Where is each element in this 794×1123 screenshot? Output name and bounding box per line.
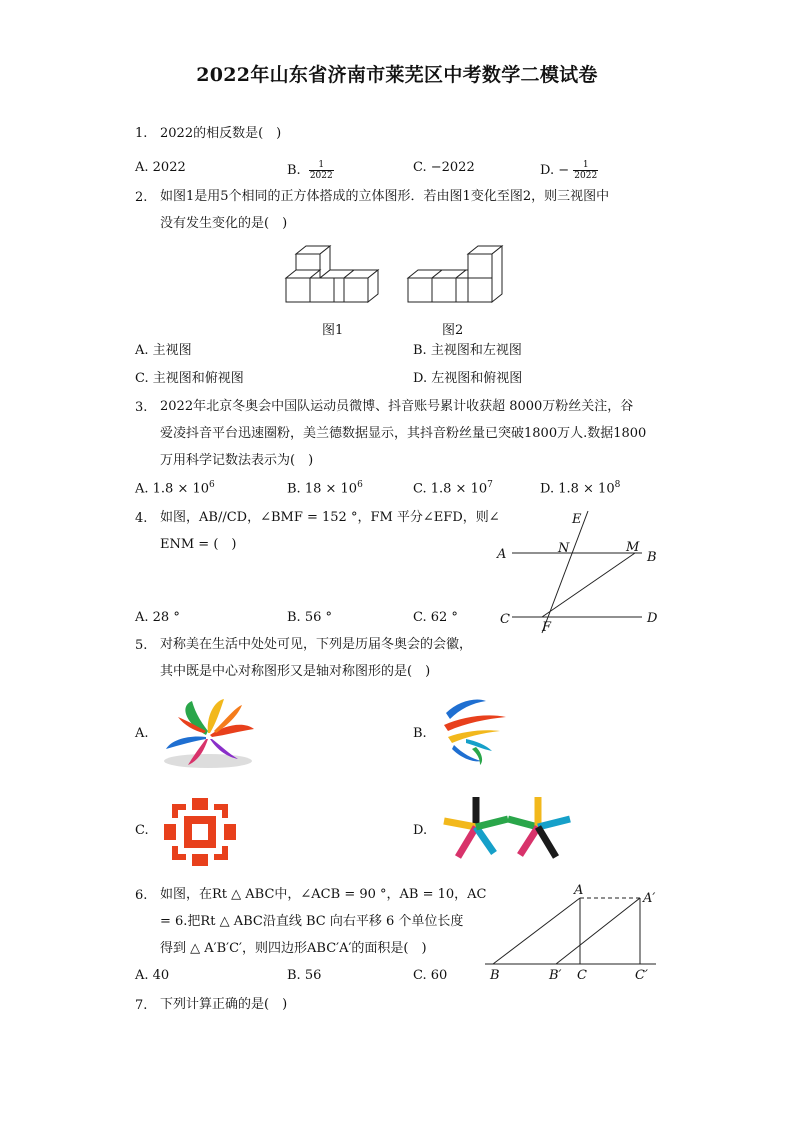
question-text: 下列计算正确的是( ) [160, 997, 288, 1012]
parallel-lines-diagram [490, 505, 670, 640]
question-text-line2: 其中既是中心对称图形又是轴对称图形的是( ) [160, 664, 431, 679]
question-text: 2022的相反数是( ) [160, 126, 282, 141]
question-number: 1. [135, 126, 148, 141]
question-number: 7. [135, 998, 148, 1013]
label-d: D [647, 611, 658, 626]
label-f: F [542, 620, 552, 635]
question-text-line1: 如图，在Rt △ ABC中，∠ACB = 90 °，AB = 10，AC [160, 887, 487, 902]
option-d [540, 160, 598, 181]
fraction-numerator: 1 [309, 160, 334, 171]
option-b-base: B. 18 × 10 [287, 481, 358, 497]
label-n: N [558, 541, 570, 556]
option-c-base: C. 1.8 × 10 [413, 481, 488, 497]
question-text-line3: 万用科学记数法表示为( ) [160, 453, 314, 468]
page-title: 2022年山东省济南市莱芜区中考数学二模试卷 [196, 64, 598, 86]
label-a-prime: A′ [643, 891, 656, 906]
olympic-emblem-d [440, 795, 574, 865]
option-b [287, 480, 363, 496]
option-a: A. [135, 726, 149, 741]
option-c: C. 主视图和俯视图 [135, 371, 244, 386]
option-a: A. 2022 [135, 160, 186, 175]
question-text-line1: 对称美在生活中处处可见，下列是历届冬奥会的会徽， [160, 637, 473, 652]
cube-stack-figure-2 [402, 240, 522, 310]
option-b: B. [413, 726, 427, 741]
option-c: C. −2022 [413, 160, 475, 175]
label-e: E [572, 512, 582, 527]
label-a: A [574, 883, 584, 898]
question-number: 3. [135, 400, 148, 415]
figure-2-caption: 图2 [442, 323, 464, 338]
olympic-emblem-b [436, 695, 512, 769]
question-text-line1: 如图，AB//CD，∠BMF = 152 °，FM 平分∠EFD，则∠ [160, 510, 500, 525]
option-b: B. 主视图和左视图 [413, 343, 522, 358]
option-c [413, 480, 493, 496]
option-a [135, 480, 215, 496]
question-text-line1: 2022年北京冬奥会中国队运动员微博、抖音账号累计收获超 8000万粉丝关注，谷 [160, 399, 634, 414]
option-d [540, 480, 620, 496]
exponent: 6 [357, 480, 363, 490]
option-d: D. 左视图和俯视图 [413, 371, 523, 386]
fraction-numerator: 1 [573, 160, 598, 171]
option-b-label: B. [287, 163, 301, 178]
question-text-line2: 没有发生变化的是( ) [160, 216, 288, 231]
exponent: 6 [209, 480, 215, 490]
fraction-denominator: 2022 [574, 171, 598, 181]
olympic-emblem-c [162, 796, 238, 868]
option-c: C. [135, 823, 149, 838]
label-b: B [647, 550, 657, 565]
label-a: A [497, 547, 507, 562]
translated-triangle-diagram [480, 880, 665, 985]
option-a-base: A. 1.8 × 10 [135, 481, 210, 497]
olympic-emblem-a [158, 695, 260, 775]
label-m: M [626, 540, 640, 555]
option-b: B. 56 [287, 968, 322, 983]
option-a: A. 主视图 [135, 343, 192, 358]
exponent: 7 [487, 480, 493, 490]
option-c: C. 62 ° [413, 610, 458, 625]
label-b: B [490, 968, 500, 983]
figure-1-caption: 图1 [322, 323, 344, 338]
option-a: A. 40 [135, 968, 170, 983]
question-number: 2. [135, 190, 148, 205]
option-b: B. 56 ° [287, 610, 332, 625]
question-number: 4. [135, 511, 148, 526]
label-b-prime: B′ [549, 968, 562, 983]
option-b [287, 160, 334, 181]
question-number: 5. [135, 638, 148, 653]
question-text-line3: 得到 △ A′B′C′，则四边形ABC′A′的面积是( ) [160, 941, 427, 956]
option-a: A. 28 ° [135, 610, 180, 625]
option-d-label: D. − [540, 163, 570, 178]
fraction-denominator: 2022 [309, 171, 333, 181]
label-c: C [577, 968, 587, 983]
option-d: D. [413, 823, 428, 838]
cube-stack-figure-1 [280, 240, 400, 310]
question-text-line2: ENM = ( ) [160, 537, 237, 552]
label-c-prime: C′ [635, 968, 648, 983]
option-c: C. 60 [413, 968, 448, 983]
option-d-base: D. 1.8 × 10 [540, 481, 615, 497]
question-text-line2: = 6.把Rt △ ABC沿直线 BC 向右平移 6 个单位长度 [160, 914, 464, 929]
question-text-line1: 如图1是用5个相同的正方体搭成的立体图形．若由图1变化至图2，则三视图中 [160, 189, 610, 204]
question-number: 6. [135, 888, 148, 903]
exponent: 8 [614, 480, 621, 490]
question-text-line2: 爱凌抖音平台迅速圈粉，美兰德数据显示，其抖音粉丝量已突破1800万人.数据1800 [160, 426, 647, 441]
label-c: C [500, 612, 510, 627]
